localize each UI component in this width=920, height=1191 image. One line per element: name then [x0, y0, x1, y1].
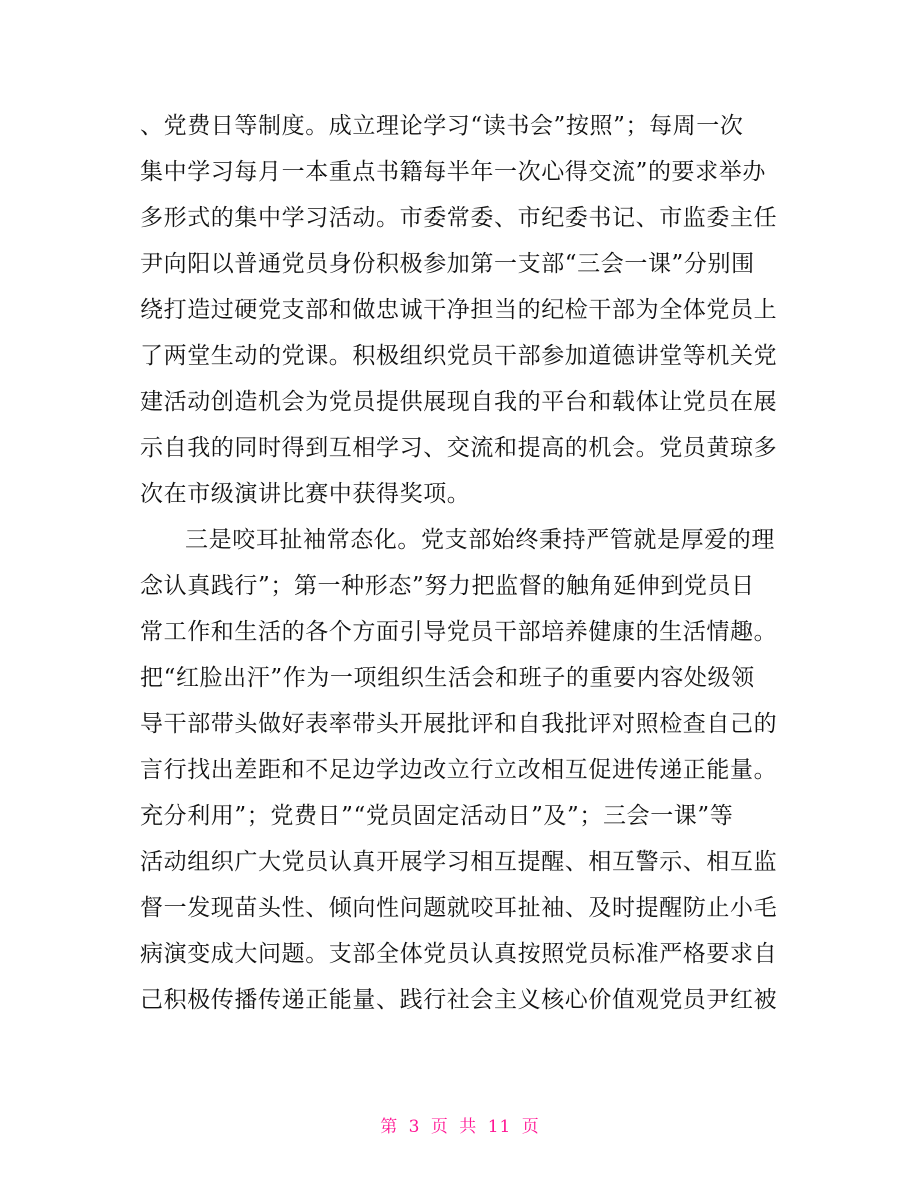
- footer-suffix: 页: [521, 1117, 540, 1137]
- footer-prefix: 第: [380, 1117, 399, 1137]
- footer-current-page: 3: [408, 1117, 421, 1137]
- text-line: 言行找出差距和不足边学边改立行立改相互促进传递正能量。: [140, 757, 778, 783]
- footer-total-prefix: 共: [459, 1117, 478, 1137]
- text-line: 常工作和生活的各个方面引导党员干部培养健康的生活情趣。: [140, 619, 778, 645]
- text-line: 示自我的同时得到互相学习、交流和提高的机会。党员黄琼多: [140, 435, 778, 461]
- text-line: 尹向阳以普通党员身份积极参加第一支部“三会一课”分别围: [140, 251, 755, 277]
- text-line: 多形式的集中学习活动。市委常委、市纪委书记、市监委主任: [140, 205, 778, 231]
- text-line: 充分利用”；党费日”“党员固定活动日”及”；三会一课”等: [140, 803, 734, 829]
- text-line: 次在市级演讲比赛中获得奖项。: [140, 481, 471, 507]
- text-line: 建活动创造机会为党员提供展现自我的平台和载体让党员在展: [140, 389, 778, 415]
- text-line: 导干部带头做好表率带头开展批评和自我批评对照检查自己的: [140, 711, 778, 737]
- text-line: 念认真践行”；第一种形态”努力把监督的触角延伸到党员日: [140, 573, 755, 599]
- footer-page-word: 页: [430, 1117, 449, 1137]
- text-line: 集中学习每月一本重点书籍每半年一次心得交流”的要求举办: [140, 159, 766, 185]
- paragraph-start-line: 三是咬耳扯袖常态化。党支部始终秉持严管就是厚爱的理: [185, 527, 775, 553]
- text-line: 把“红脸出汗”作为一项组织生活会和班子的重要内容处级领: [140, 665, 755, 691]
- text-line: 绕打造过硬党支部和做忠诚干净担当的纪检干部为全体党员上: [140, 297, 778, 323]
- page-footer: [0, 1112, 920, 1137]
- text-line: 、党费日等制度。成立理论学习“读书会”按照”；每周一次: [140, 113, 744, 139]
- body-text: [140, 103, 800, 1023]
- footer-total-pages: 11: [487, 1117, 512, 1137]
- text-line: 了两堂生动的党课。积极组织党员干部参加道德讲堂等机关党: [140, 343, 778, 369]
- text-line: 督一发现苗头性、倾向性问题就咬耳扯袖、及时提醒防止小毛: [140, 895, 778, 921]
- text-line: 病演变成大问题。支部全体党员认真按照党员标准严格要求自: [140, 941, 778, 967]
- text-line: 己积极传播传递正能量、践行社会主义核心价值观党员尹红被: [140, 987, 778, 1013]
- text-line: 活动组织广大党员认真开展学习相互提醒、相互警示、相互监: [140, 849, 778, 875]
